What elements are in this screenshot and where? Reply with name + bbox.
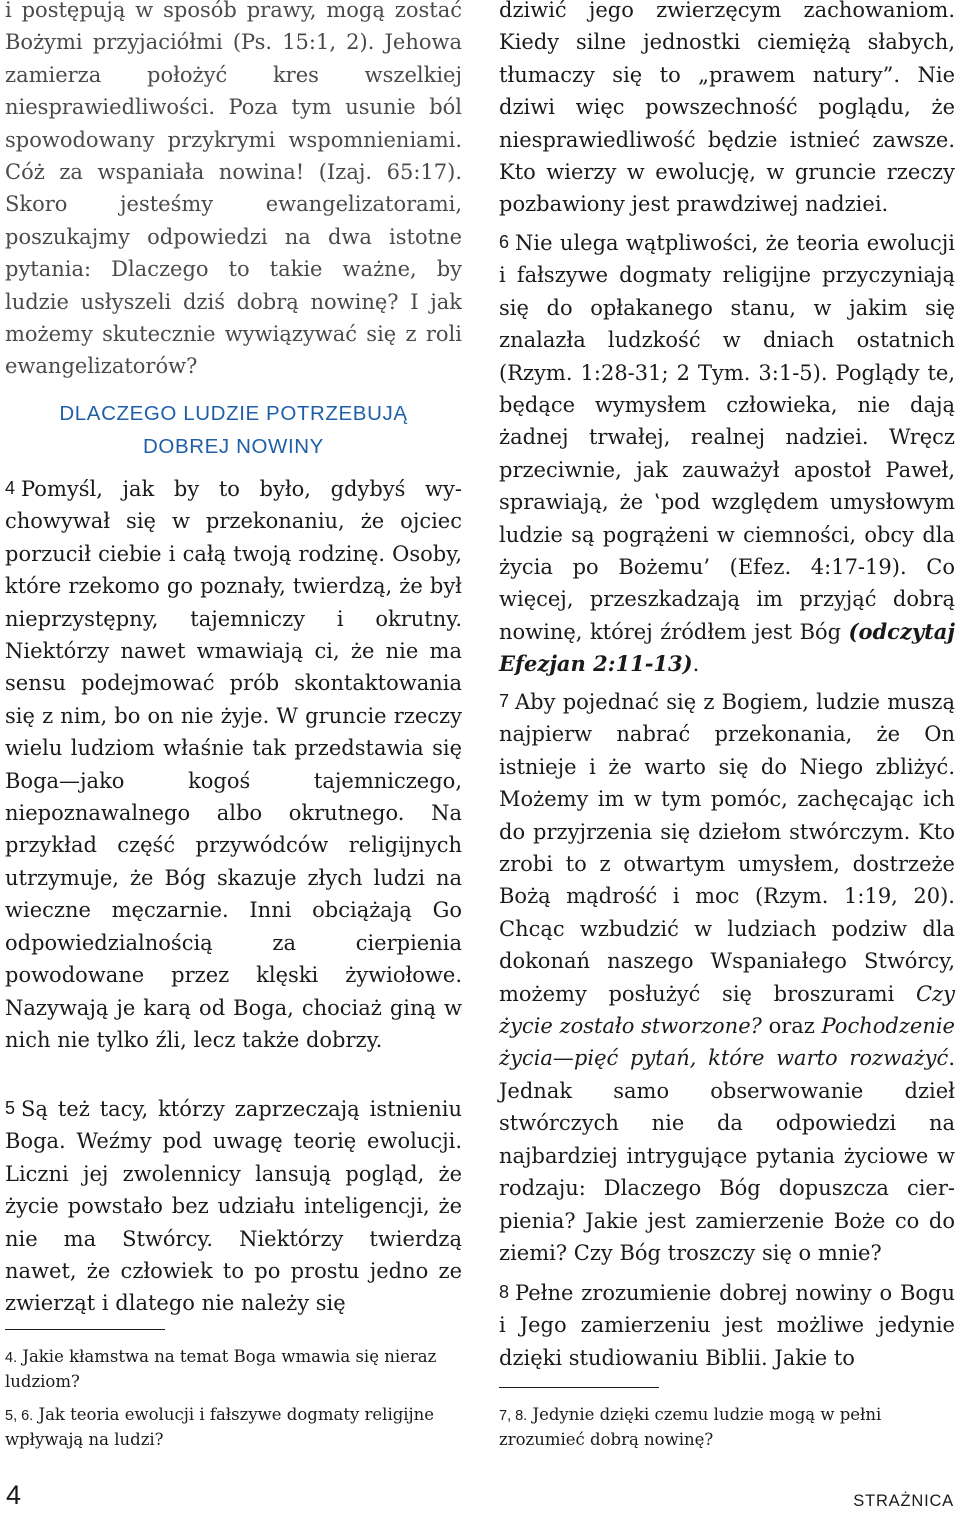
section-heading xyxy=(5,398,462,463)
question-number: 7, 8. xyxy=(499,1408,528,1424)
paragraph-7-conjunction: oraz xyxy=(768,1014,815,1039)
paragraph-8-text: Pełne zrozumienie dobrej nowiny o Bogu i Jego zamierzeniu jest możliwe jedynie dzięki studiowaniu Biblii. Jakie to xyxy=(499,1281,955,1370)
paragraph-7 xyxy=(499,685,955,1269)
brochure-title-1: Czy życie zostało stworzone? xyxy=(499,981,955,1039)
paragraph-7-text-end: . Jednak samo obserwowanie dzieł stwórczych nie da odpowiedzi na najbardziej intrygujące pytania życiowe w rodzaju: Dlaczego Bóg dopuszcza cierpienia? Jakie jest zamierzenie Boże co do ziemi? Czy Bóg troszczy się o mnie? xyxy=(499,1046,955,1265)
paragraph-intro: i postępują w sposób prawy, mogą zostać Bożymi przyjaciółmi (Ps. 15:1, 2). Jehowa zamierza położyć kres wszelkiej niesprawiedliwości. Poza tym usunie ból spowodowany przykrymi wspomnieniami. Cóż za wspaniała nowina! (Izaj. 65:17). Skoro jesteśmy ewangelizatorami, poszukajmy odpowiedzi na dwa istotne pytania: Dlaczego to takie ważne, by ludzie usłyszeli dziś dobrą nowinę? I jak możemy skutecznie wywiązywać się z roli ewangelizatorów? xyxy=(5,0,462,379)
page-number: 4 xyxy=(6,1480,22,1510)
brochure-title-2: Pochodzenie życia—pięć pytań, które warto rozważyć xyxy=(499,1014,955,1071)
section-heading-line-1: DLACZEGO LUDZIE POTRZEBUJĄ xyxy=(59,402,408,425)
paragraph-4-text: Pomyśl, jak by to było, gdybyś wychowywał się w przekonaniu, że ojciec porzucił ciebie i całą twoją rodzinę. Osoby, które rzekomo go poznały, twierdzą, że był nieprzystępny, tajemniczy i okrutny. Niektórzy nawet wmawiają ci, że nie ma sensu podejmować prób skontaktowania się z nim, bo on nie żyje. W gruncie rzeczy wielu ludziom właśnie tak przedstawia się Boga—jako kogoś tajemniczego, niepoznawalnego albo okrutnego. Na przykład część przywódców religijnych utrzymuje, że Bóg skazuje złych ludzi na wieczne męczarnie. Inni obciążają Go odpowiedzialnością za cierpienia powodowane przez klęski żywiołowe. Nazywają je karą od Boga, chociaż giną w nich nie tylko źli, lecz także dobrzy. xyxy=(5,477,462,1052)
question-text: Jedynie dzięki czemu ludzie mogą w pełni zrozumieć dobrą nowinę? xyxy=(499,1405,882,1449)
question-number: 4. xyxy=(5,1350,18,1366)
question-text: Jak teoria ewolucji i fałszywe dogmaty religijne wpływają na ludzi? xyxy=(5,1405,435,1449)
paragraph-number: 5 xyxy=(5,1098,16,1118)
paragraph-4 xyxy=(5,472,462,1056)
paragraph-6 xyxy=(499,226,955,681)
paragraph-number: 7 xyxy=(499,691,510,711)
study-question-5-6 xyxy=(5,1403,462,1452)
paragraph-number: 4 xyxy=(5,478,16,498)
paragraph-5 xyxy=(5,1092,462,1320)
paragraph-6-text: Nie ulega wątpliwości, że teoria ewolucji i fałszywe dogmaty religijne przyczyniają się do opłakanego stanu, w jakim się znalazła ludzkość w dniach ostatnich (Rzym. 1:28-31; 2 Tym. 3:1-5). Poglądy te, będące wymysłem człowieka, nie dają żadnej trwałej, realnej nadziei. Wręcz przeciwnie, jak zauważył apostoł Paweł, sprawiają, że ‛pod względem umysłowym ludzie są pogrążeni w ciemności, obcy dla życia po Bożemu’ (Efez. 4:17-19). Co więcej, przeszkadzają im przyjąć dobrą nowinę, której źródłem jest Bóg xyxy=(499,231,955,644)
paragraph-5-continued: dziwić jego zwierzęcym zachowaniom. Kiedy silne jednostki ciemiężą słabych, tłumaczy się to „prawem natury”. Nie dziwi więc powszechność poglądu, że niesprawiedliwość będzie istnieć zawsze. Kto wierzy w ewolucję, w gruncie rzeczy pozbawiony jest prawdziwej nadziei. xyxy=(499,0,955,217)
footnote-divider xyxy=(5,1329,165,1330)
paragraph-number: 6 xyxy=(499,232,510,252)
paragraph-8 xyxy=(499,1276,955,1374)
scripture-reference: (odczytaj Efezjan 2:11-13) xyxy=(499,618,955,677)
paragraph-5-text: Są też tacy, którzy zaprzeczają istnieniu Boga. Weźmy pod uwagę teorię ewolucji. Liczni jej zwolennicy lansują pogląd, że życie powstało bez udziału inteligencji, że nie ma Stwórcy. Niektórzy twierdzą nawet, że człowiek to po prostu jedno ze zwierząt i dlatego nie należy się xyxy=(5,1097,462,1316)
paragraph-6-end: . xyxy=(692,652,700,677)
paragraph-number: 8 xyxy=(499,1282,510,1302)
paragraph-7-text: Aby pojednać się z Bogiem, ludzie muszą najpierw nabrać przekonania, że On istnieje i że warto się do Niego zbliżyć. Możemy im w tym pomóc, zachęcając ich do przyjrzenia się dziełom stwórczym. Kto zrobi to z otwartym umysłem, dostrzeże Bożą mądrość i moc (Rzym. 1:19, 20). Chcąc wzbudzić w ludziach podziw dla dokonań naszego Wspaniałego Stwórcy, możemy posłużyć się broszurami xyxy=(499,690,955,1006)
question-text: Jakie kłamstwa na temat Boga wmawia się nieraz ludziom? xyxy=(5,1347,437,1391)
study-question-4 xyxy=(5,1345,462,1394)
question-number: 5, 6. xyxy=(5,1408,34,1424)
section-heading-line-2: DOBREJ NOWINY xyxy=(143,434,324,458)
magazine-title: STRAŻNICA xyxy=(853,1492,954,1510)
footnote-divider xyxy=(499,1387,659,1388)
study-question-7-8 xyxy=(499,1403,955,1452)
